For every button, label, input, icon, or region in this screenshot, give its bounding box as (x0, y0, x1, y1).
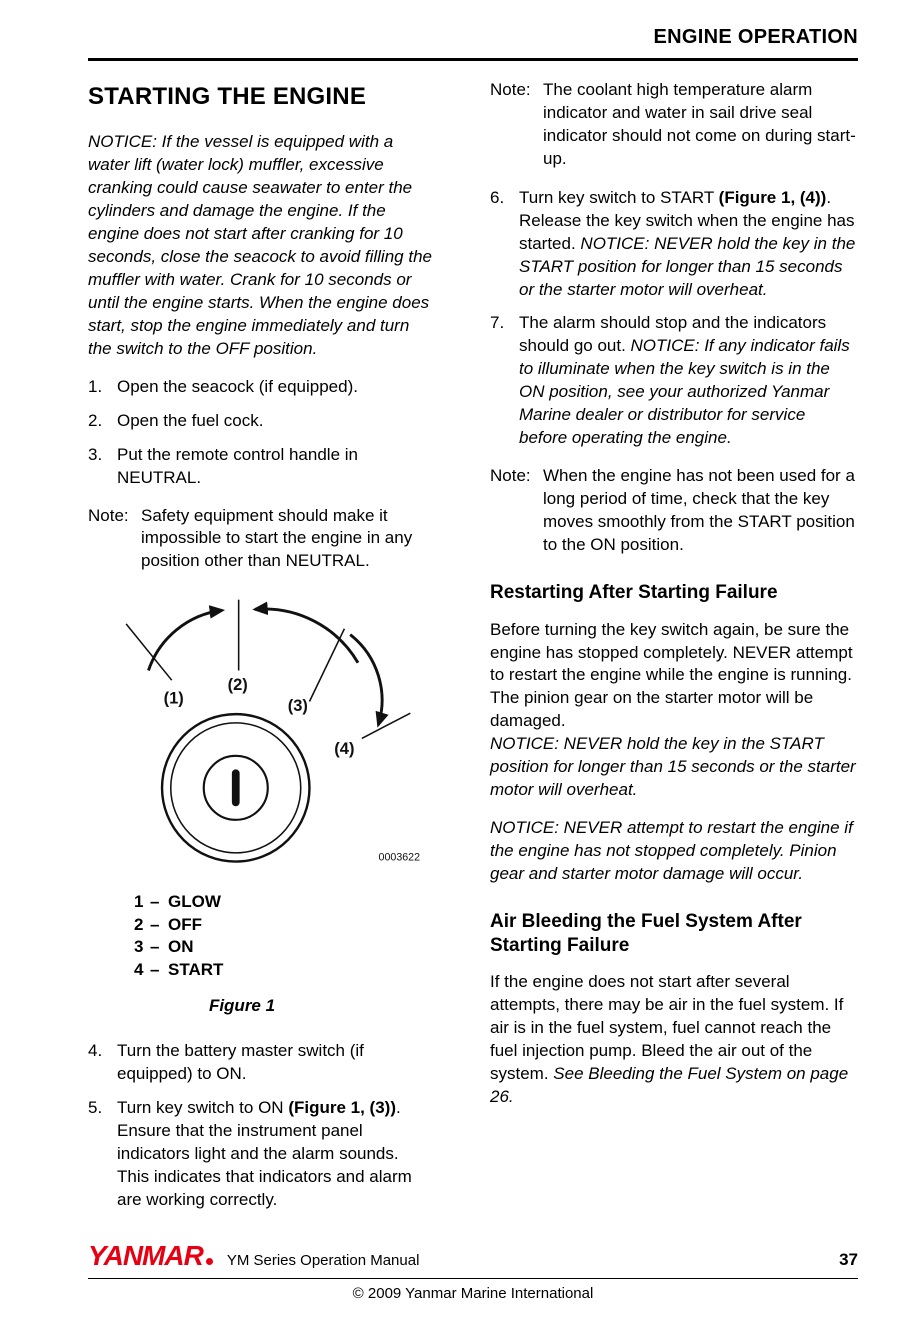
legend-dash: – (150, 892, 160, 912)
legend-dash: – (150, 959, 160, 979)
note-label: Note: (88, 505, 129, 525)
step-7 (490, 312, 858, 450)
step-1 (88, 376, 434, 399)
legend-label: GLOW (168, 892, 221, 912)
note-text: The coolant high temperature alarm indicator and water in sail drive seal indicator should not come on during start-up. (543, 80, 856, 168)
legend-label: OFF (168, 914, 202, 934)
step-number: 3. (88, 444, 103, 464)
page-number: 37 (839, 1249, 858, 1269)
page-title: STARTING THE ENGINE (88, 83, 367, 110)
figure-label-2: (2) (227, 676, 248, 695)
step-number: 7. (490, 313, 505, 333)
note-text: Safety equipment should make it impossible to start the engine in any position other than NEUTRAL. (141, 505, 413, 571)
step6-notice: NOTICE: NEVER hold the key in the START position for longer than 15 seconds or the starter motor will overheat. (519, 233, 856, 299)
step-text: Open the fuel cock. (117, 410, 264, 430)
key-switch-diagram (90, 589, 430, 880)
rotation-arrow-right (255, 609, 358, 663)
key-slot (232, 770, 240, 807)
manual-name: YM Series Operation Manual (226, 1251, 420, 1269)
figure-1 (90, 589, 434, 1018)
chapter-title: ENGINE OPERATION (653, 26, 858, 48)
legend-item-on (134, 936, 434, 958)
step6-mid: . Release the key switch when the engine has started. (519, 187, 855, 253)
legend-number: 3 (134, 937, 144, 957)
figure-legend (134, 891, 434, 981)
step-text (519, 312, 858, 450)
bleed-body: If the engine does not start after several attempts, there may be air in the fuel system. If air is in the fuel system, fuel cannot reach the fuel injection pump. Bleed the air out of the system. (490, 972, 844, 1084)
step-3 (88, 444, 434, 490)
rotation-arrow-left (148, 611, 222, 671)
content-columns (88, 79, 858, 1223)
step-number: 5. (88, 1097, 103, 1117)
step-text (519, 187, 858, 302)
step-4 (88, 1040, 434, 1086)
step-number: 1. (88, 376, 103, 396)
restart-notice-2: NOTICE: NEVER attempt to restart the engine if the engine has not stopped completely. Pinion gear and starter motor damage will occur. (490, 818, 853, 883)
step-text: Turn the battery master switch (if equipped) to ON. (117, 1040, 364, 1083)
step-number: 6. (490, 187, 505, 207)
note-key-smooth (490, 465, 858, 557)
left-column (88, 79, 434, 1223)
footer-rule (88, 1278, 858, 1279)
legend-label: ON (168, 937, 194, 957)
restart-notice: NOTICE: NEVER hold the key in the START position for longer than 15 seconds or the starter motor will overheat. (490, 734, 856, 800)
step-6 (490, 187, 858, 302)
figure-caption: Figure 1 (208, 996, 276, 1016)
bleed-cross-reference: See Bleeding the Fuel System on page 26. (490, 1064, 849, 1107)
legend-label: START (168, 959, 224, 979)
legend-item-start (134, 959, 434, 981)
figure-label-4: (4) (334, 740, 355, 759)
page-footer (88, 1239, 858, 1304)
step-number: 4. (88, 1040, 103, 1060)
step-2 (88, 410, 434, 433)
copyright-line: © 2009 Yanmar Marine International (352, 1284, 594, 1302)
legend-number: 1 (134, 892, 144, 912)
legend-item-glow (134, 891, 434, 913)
section-heading-air-bleeding: Air Bleeding the Fuel System After Starting Failure (490, 910, 802, 956)
rotation-arrow-start (350, 635, 382, 725)
step7-pre: The alarm should stop and the indicators should go out. (519, 313, 827, 356)
figure-reference: (Figure 1, (4)) (718, 187, 827, 207)
note-safety (88, 505, 434, 574)
pointer-line-4 (362, 713, 411, 738)
figure-label-3: (3) (287, 697, 308, 716)
yanmar-logo-text: YANMAR (88, 1239, 203, 1271)
page-header (88, 24, 858, 51)
legend-dash: – (150, 937, 160, 957)
notice-paragraph: NOTICE: If the vessel is equipped with a water lift (water lock) muffler, excessive cranking could cause seawater to enter the cylinders and damage the engine. If the engine does not start after cranking for 10 seconds, close the seacock to avoid filling the muffler with water. Crank for 10 seconds or until the engine starts. When the engine does start, stop the engine immediately and turn the switch to the OFF position. (88, 132, 432, 358)
footer-row (88, 1239, 858, 1272)
note-coolant (490, 79, 858, 171)
right-column (490, 79, 858, 1223)
step5-post: . Ensure that the instrument panel indicators light and the alarm sounds. This indicates that indicators and alarm are working correctly. (117, 1097, 412, 1209)
step-text: Put the remote control handle in NEUTRAL. (117, 444, 358, 487)
note-label: Note: (490, 80, 531, 99)
step-text (117, 1097, 434, 1212)
step-5 (88, 1097, 434, 1212)
note-label: Note: (490, 466, 531, 486)
figure-label-1: (1) (163, 689, 184, 708)
section-heading-restarting: Restarting After Starting Failure (490, 581, 778, 603)
restart-paragraph: Before turning the key switch again, be sure the engine has stopped completely. NEVER attempt to restart the engine while the engine is running. The pinion gear on the starter motor will be damaged. (490, 619, 853, 731)
step7-notice: NOTICE: If any indicator fails to illuminate when the key switch is in the ON position, see your authorized Yanmar Marine dealer or distributor for service before operating the engine. (519, 336, 850, 448)
legend-number: 2 (134, 914, 144, 934)
air-bleeding-paragraph (490, 971, 858, 1109)
header-rule (88, 58, 858, 61)
yanmar-logo (88, 1239, 213, 1271)
legend-item-off (134, 914, 434, 936)
note-text: When the engine has not been used for a long period of time, check that the key moves smoothly from the START position to the ON position. (543, 466, 855, 554)
step6-pre: Turn key switch to START (519, 187, 719, 207)
pointer-line-1 (126, 624, 172, 680)
step5-pre: Turn key switch to ON (117, 1097, 289, 1117)
yanmar-logo-dot-icon (206, 1258, 213, 1265)
legend-number: 4 (134, 959, 144, 979)
step-number: 2. (88, 410, 103, 430)
step-text: Open the seacock (if equipped). (117, 376, 358, 396)
figure-reference: (Figure 1, (3)) (288, 1097, 396, 1117)
legend-dash: – (150, 914, 160, 934)
figure-code: 0003622 (378, 851, 421, 864)
